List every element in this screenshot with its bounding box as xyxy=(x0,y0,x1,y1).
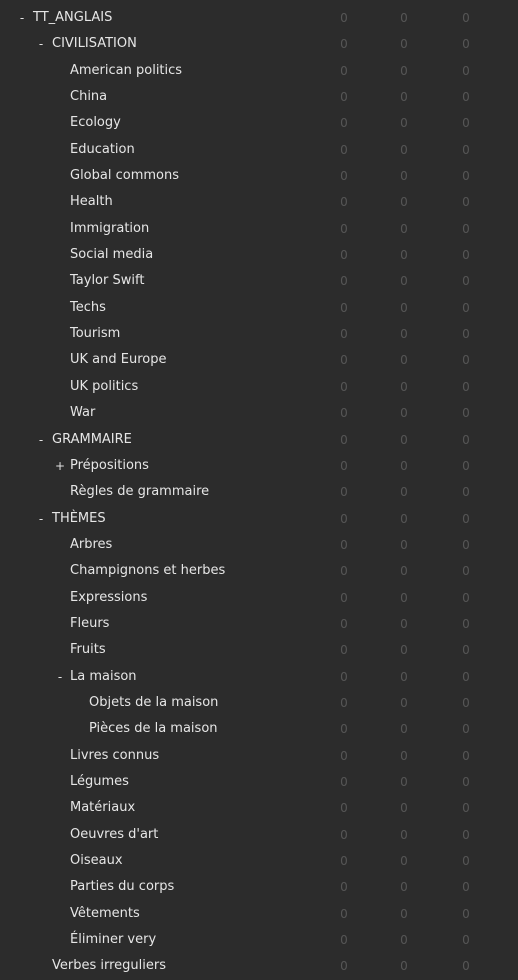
learn-count: 0 xyxy=(400,353,408,368)
learn-count: 0 xyxy=(400,854,408,868)
learn-count: 0 xyxy=(400,116,408,131)
learn-count: 0 xyxy=(400,458,408,473)
deck-row[interactable] xyxy=(0,216,518,242)
deck-name[interactable]: CIVILISATION xyxy=(52,36,137,52)
learn-count: 0 xyxy=(400,880,408,895)
due-count: 0 xyxy=(462,327,470,342)
due-count: 0 xyxy=(462,406,470,421)
learn-count: 0 xyxy=(400,906,408,921)
deck-row[interactable] xyxy=(0,637,518,663)
deck-name[interactable]: TT_ANGLAIS xyxy=(33,10,113,25)
deck-name[interactable]: UK and Europe xyxy=(70,352,167,368)
deck-row[interactable] xyxy=(0,58,518,84)
learn-count: 0 xyxy=(400,669,408,684)
deck-name[interactable]: Fruits xyxy=(70,642,106,658)
due-count: 0 xyxy=(462,590,470,605)
deck-name[interactable]: Education xyxy=(70,141,135,157)
due-count: 0 xyxy=(462,485,470,500)
due-count: 0 xyxy=(462,195,470,210)
due-count: 0 xyxy=(462,432,470,447)
deck-row[interactable] xyxy=(0,427,518,453)
collapse-toggle[interactable]: - xyxy=(38,37,44,52)
deck-row[interactable] xyxy=(0,268,518,294)
due-count: 0 xyxy=(462,169,470,184)
new-count: 0 xyxy=(340,248,348,263)
deck-row[interactable] xyxy=(0,400,518,426)
deck-name[interactable]: Vêtements xyxy=(70,905,140,921)
deck-name[interactable]: Parties du corps xyxy=(70,879,175,895)
new-count: 0 xyxy=(340,748,348,763)
new-count: 0 xyxy=(340,774,348,789)
new-count: 0 xyxy=(340,327,348,342)
new-count: 0 xyxy=(340,564,348,579)
learn-count: 0 xyxy=(400,274,408,289)
learn-count: 0 xyxy=(400,37,408,52)
learn-count: 0 xyxy=(400,959,408,974)
collapse-toggle[interactable]: - xyxy=(19,11,25,25)
new-count: 0 xyxy=(340,274,348,289)
deck-name[interactable]: La maison xyxy=(70,668,137,684)
new-count: 0 xyxy=(340,590,348,605)
learn-count: 0 xyxy=(400,801,408,816)
new-count: 0 xyxy=(340,537,348,552)
deck-name[interactable]: Oeuvres d'art xyxy=(70,826,159,842)
deck-name[interactable]: Global commons xyxy=(70,168,179,184)
new-count: 0 xyxy=(340,63,348,78)
deck-name[interactable]: Matériaux xyxy=(70,800,136,816)
deck-row[interactable] xyxy=(0,874,518,900)
deck-row[interactable] xyxy=(0,611,518,637)
deck-row[interactable] xyxy=(0,953,518,979)
due-count: 0 xyxy=(462,537,470,552)
due-count: 0 xyxy=(462,37,470,52)
new-count: 0 xyxy=(340,722,348,737)
deck-name[interactable]: Oiseaux xyxy=(70,853,123,868)
due-count: 0 xyxy=(462,774,470,789)
new-count: 0 xyxy=(340,116,348,131)
deck-row[interactable] xyxy=(0,822,518,848)
deck-row[interactable] xyxy=(0,558,518,584)
due-count: 0 xyxy=(462,880,470,895)
deck-row[interactable] xyxy=(0,927,518,953)
collapse-toggle[interactable]: - xyxy=(38,511,44,526)
due-count: 0 xyxy=(462,722,470,737)
deck-name[interactable]: Prépositions xyxy=(70,457,149,473)
deck-row[interactable] xyxy=(0,374,518,400)
new-count: 0 xyxy=(340,643,348,658)
due-count: 0 xyxy=(462,959,470,974)
learn-count: 0 xyxy=(400,248,408,263)
new-count: 0 xyxy=(340,37,348,52)
due-count: 0 xyxy=(462,11,470,25)
new-count: 0 xyxy=(340,221,348,236)
due-count: 0 xyxy=(462,564,470,579)
deck-name[interactable]: Fleurs xyxy=(70,615,110,631)
deck-row[interactable] xyxy=(0,5,518,31)
new-count: 0 xyxy=(340,616,348,631)
due-count: 0 xyxy=(462,221,470,236)
due-count: 0 xyxy=(462,801,470,816)
deck-name[interactable]: Règles de grammaire xyxy=(70,484,210,500)
due-count: 0 xyxy=(462,63,470,78)
deck-row[interactable] xyxy=(0,743,518,769)
learn-count: 0 xyxy=(400,63,408,78)
deck-row[interactable] xyxy=(0,110,518,136)
deck-row[interactable] xyxy=(0,453,518,479)
deck-row[interactable] xyxy=(0,163,518,189)
new-count: 0 xyxy=(340,669,348,684)
learn-count: 0 xyxy=(400,933,408,948)
due-count: 0 xyxy=(462,643,470,658)
learn-count: 0 xyxy=(400,485,408,500)
due-count: 0 xyxy=(462,669,470,684)
learn-count: 0 xyxy=(400,511,408,526)
due-count: 0 xyxy=(462,458,470,473)
deck-name[interactable]: UK politics xyxy=(70,378,139,394)
new-count: 0 xyxy=(340,933,348,948)
new-count: 0 xyxy=(340,11,348,25)
due-count: 0 xyxy=(462,248,470,263)
due-count: 0 xyxy=(462,116,470,131)
deck-name[interactable]: THÈMES xyxy=(52,510,106,526)
learn-count: 0 xyxy=(400,774,408,789)
learn-count: 0 xyxy=(400,300,408,315)
deck-name[interactable]: Objets de la maison xyxy=(89,694,219,710)
new-count: 0 xyxy=(340,959,348,974)
learn-count: 0 xyxy=(400,643,408,658)
due-count: 0 xyxy=(462,300,470,315)
deck-name[interactable]: GRAMMAIRE xyxy=(52,431,132,447)
learn-count: 0 xyxy=(400,142,408,157)
due-count: 0 xyxy=(462,379,470,394)
new-count: 0 xyxy=(340,695,348,710)
learn-count: 0 xyxy=(400,11,408,25)
new-count: 0 xyxy=(340,485,348,500)
new-count: 0 xyxy=(340,195,348,210)
deck-row[interactable] xyxy=(0,795,518,821)
collapse-toggle[interactable]: - xyxy=(57,669,63,684)
deck-row[interactable] xyxy=(0,769,518,795)
new-count: 0 xyxy=(340,142,348,157)
deck-row[interactable] xyxy=(0,585,518,611)
deck-name[interactable]: Champignons et herbes xyxy=(70,563,226,579)
deck-row[interactable] xyxy=(0,31,518,57)
deck-name[interactable]: Ecology xyxy=(70,115,121,131)
learn-count: 0 xyxy=(400,221,408,236)
expand-toggle[interactable]: + xyxy=(54,458,66,473)
learn-count: 0 xyxy=(400,827,408,842)
deck-name[interactable]: Expressions xyxy=(70,589,148,605)
deck-name[interactable]: Livres connus xyxy=(70,747,160,763)
new-count: 0 xyxy=(340,511,348,526)
due-count: 0 xyxy=(462,906,470,921)
new-count: 0 xyxy=(340,827,348,842)
deck-name[interactable]: Taylor Swift xyxy=(70,273,145,289)
deck-name[interactable]: Arbres xyxy=(70,536,113,552)
new-count: 0 xyxy=(340,353,348,368)
deck-row[interactable] xyxy=(0,532,518,558)
due-count: 0 xyxy=(462,511,470,526)
new-count: 0 xyxy=(340,854,348,868)
deck-name[interactable]: Health xyxy=(70,194,113,210)
deck-row[interactable] xyxy=(0,84,518,110)
deck-row[interactable] xyxy=(0,664,518,690)
deck-row[interactable] xyxy=(0,347,518,373)
deck-row[interactable] xyxy=(0,321,518,347)
new-count: 0 xyxy=(340,406,348,421)
due-count: 0 xyxy=(462,353,470,368)
deck-name[interactable]: American politics xyxy=(70,62,183,78)
learn-count: 0 xyxy=(400,748,408,763)
deck-row[interactable] xyxy=(0,137,518,163)
deck-name[interactable]: Verbes irreguliers xyxy=(52,958,166,974)
deck-name[interactable]: Tourism xyxy=(70,326,121,342)
new-count: 0 xyxy=(340,458,348,473)
deck-row[interactable] xyxy=(0,506,518,532)
deck-row[interactable] xyxy=(0,690,518,716)
learn-count: 0 xyxy=(400,537,408,552)
due-count: 0 xyxy=(462,274,470,289)
deck-name[interactable]: Techs xyxy=(70,299,106,315)
deck-name[interactable]: Immigration xyxy=(70,220,150,236)
new-count: 0 xyxy=(340,906,348,921)
learn-count: 0 xyxy=(400,590,408,605)
learn-count: 0 xyxy=(400,90,408,105)
due-count: 0 xyxy=(462,616,470,631)
due-count: 0 xyxy=(462,90,470,105)
deck-row[interactable] xyxy=(0,716,518,742)
deck-name[interactable]: Pièces de la maison xyxy=(89,721,218,737)
deck-row[interactable] xyxy=(0,848,518,874)
learn-count: 0 xyxy=(400,432,408,447)
new-count: 0 xyxy=(340,432,348,447)
deck-name[interactable]: Légumes xyxy=(70,773,129,789)
learn-count: 0 xyxy=(400,406,408,421)
deck-row[interactable] xyxy=(0,189,518,215)
learn-count: 0 xyxy=(400,379,408,394)
new-count: 0 xyxy=(340,300,348,315)
new-count: 0 xyxy=(340,90,348,105)
new-count: 0 xyxy=(340,801,348,816)
due-count: 0 xyxy=(462,142,470,157)
learn-count: 0 xyxy=(400,695,408,710)
learn-count: 0 xyxy=(400,564,408,579)
deck-name[interactable]: Social media xyxy=(70,247,154,263)
new-count: 0 xyxy=(340,880,348,895)
learn-count: 0 xyxy=(400,722,408,737)
learn-count: 0 xyxy=(400,327,408,342)
due-count: 0 xyxy=(462,827,470,842)
learn-count: 0 xyxy=(400,195,408,210)
due-count: 0 xyxy=(462,854,470,868)
due-count: 0 xyxy=(462,695,470,710)
deck-row[interactable] xyxy=(0,479,518,505)
new-count: 0 xyxy=(340,379,348,394)
deck-name[interactable]: China xyxy=(70,89,108,105)
deck-row[interactable] xyxy=(0,901,518,927)
deck-row[interactable] xyxy=(0,242,518,268)
learn-count: 0 xyxy=(400,169,408,184)
deck-row[interactable] xyxy=(0,295,518,321)
deck-name[interactable]: Éliminer very xyxy=(70,932,157,948)
new-count: 0 xyxy=(340,169,348,184)
due-count: 0 xyxy=(462,748,470,763)
collapse-toggle[interactable]: - xyxy=(38,432,44,447)
due-count: 0 xyxy=(462,933,470,948)
deck-name[interactable]: War xyxy=(70,405,96,421)
learn-count: 0 xyxy=(400,616,408,631)
